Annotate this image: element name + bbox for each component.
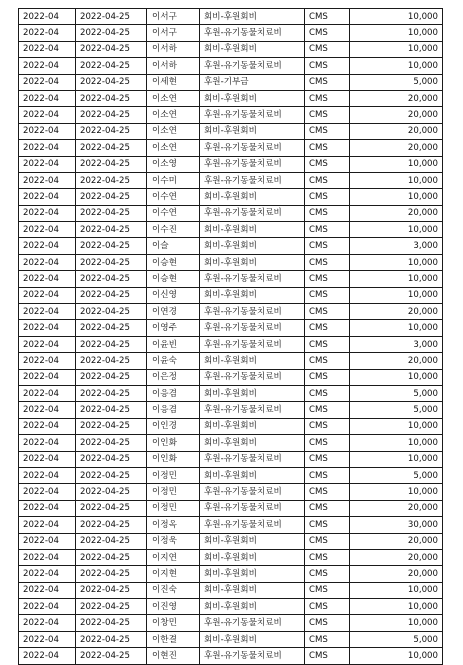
date-cell: 2022-04-25: [76, 25, 147, 41]
type-cell: 회비-후원회비: [200, 222, 305, 238]
amount-cell: 10,000: [350, 156, 443, 172]
payment-method-cell: CMS: [305, 484, 350, 500]
date-cell: 2022-04-25: [76, 615, 147, 631]
amount-cell: 5,000: [350, 631, 443, 647]
amount-cell: 10,000: [350, 451, 443, 467]
table-row: [19, 287, 443, 303]
amount-cell: 20,000: [350, 140, 443, 156]
month-cell: 2022-04: [19, 517, 76, 533]
date-cell: 2022-04-25: [76, 123, 147, 139]
type-cell: 후원-유기동물치료비: [200, 25, 305, 41]
month-cell: 2022-04: [19, 172, 76, 188]
type-cell: 회비-후원회비: [200, 566, 305, 582]
type-cell: 회비-후원회비: [200, 631, 305, 647]
month-cell: 2022-04: [19, 74, 76, 90]
month-cell: 2022-04: [19, 599, 76, 615]
type-cell: 회비-후원회비: [200, 467, 305, 483]
amount-cell: 30,000: [350, 517, 443, 533]
amount-cell: 3,000: [350, 336, 443, 352]
date-cell: 2022-04-25: [76, 467, 147, 483]
name-cell: 이진영: [147, 599, 200, 615]
table-row: [19, 254, 443, 270]
type-cell: 후원-유기동물치료비: [200, 156, 305, 172]
table-row: [19, 320, 443, 336]
payment-method-cell: CMS: [305, 123, 350, 139]
name-cell: 이연경: [147, 304, 200, 320]
table-row: [19, 435, 443, 451]
payment-method-cell: CMS: [305, 467, 350, 483]
table-row: [19, 107, 443, 123]
name-cell: 이수연: [147, 189, 200, 205]
date-cell: 2022-04-25: [76, 304, 147, 320]
month-cell: 2022-04: [19, 271, 76, 287]
month-cell: 2022-04: [19, 648, 76, 664]
month-cell: 2022-04: [19, 353, 76, 369]
payment-method-cell: CMS: [305, 435, 350, 451]
payment-method-cell: CMS: [305, 58, 350, 74]
date-cell: 2022-04-25: [76, 140, 147, 156]
payment-method-cell: CMS: [305, 402, 350, 418]
amount-cell: 10,000: [350, 418, 443, 434]
payment-method-cell: CMS: [305, 74, 350, 90]
month-cell: 2022-04: [19, 58, 76, 74]
table-row: [19, 615, 443, 631]
amount-cell: 10,000: [350, 435, 443, 451]
month-cell: 2022-04: [19, 566, 76, 582]
date-cell: 2022-04-25: [76, 385, 147, 401]
table-row: [19, 90, 443, 106]
payment-method-cell: CMS: [305, 517, 350, 533]
type-cell: 회비-후원회비: [200, 41, 305, 57]
type-cell: 후원-유기동물치료비: [200, 402, 305, 418]
type-cell: 회비-후원회비: [200, 9, 305, 25]
type-cell: 회비-후원회비: [200, 238, 305, 254]
type-cell: 회비-후원회비: [200, 123, 305, 139]
table-row: [19, 336, 443, 352]
name-cell: 이승현: [147, 271, 200, 287]
amount-cell: 5,000: [350, 385, 443, 401]
date-cell: 2022-04-25: [76, 631, 147, 647]
payment-method-cell: CMS: [305, 418, 350, 434]
name-cell: 이수미: [147, 172, 200, 188]
type-cell: 후원-유기동물치료비: [200, 615, 305, 631]
payment-method-cell: CMS: [305, 336, 350, 352]
amount-cell: 10,000: [350, 41, 443, 57]
date-cell: 2022-04-25: [76, 271, 147, 287]
date-cell: 2022-04-25: [76, 254, 147, 270]
type-cell: 후원-유기동물치료비: [200, 271, 305, 287]
amount-cell: 10,000: [350, 172, 443, 188]
month-cell: 2022-04: [19, 631, 76, 647]
name-cell: 이인화: [147, 435, 200, 451]
payment-method-cell: CMS: [305, 25, 350, 41]
table-row: [19, 189, 443, 205]
date-cell: 2022-04-25: [76, 369, 147, 385]
date-cell: 2022-04-25: [76, 41, 147, 57]
month-cell: 2022-04: [19, 435, 76, 451]
table-row: [19, 418, 443, 434]
table-row: [19, 631, 443, 647]
name-cell: 이서구: [147, 9, 200, 25]
month-cell: 2022-04: [19, 484, 76, 500]
month-cell: 2022-04: [19, 9, 76, 25]
name-cell: 이소연: [147, 90, 200, 106]
month-cell: 2022-04: [19, 402, 76, 418]
table-row: [19, 304, 443, 320]
amount-cell: 20,000: [350, 533, 443, 549]
type-cell: 회비-후원회비: [200, 90, 305, 106]
name-cell: 이정욱: [147, 533, 200, 549]
date-cell: 2022-04-25: [76, 74, 147, 90]
type-cell: 후원-유기동물치료비: [200, 140, 305, 156]
date-cell: 2022-04-25: [76, 107, 147, 123]
date-cell: 2022-04-25: [76, 549, 147, 565]
table-row: [19, 123, 443, 139]
amount-cell: 10,000: [350, 58, 443, 74]
amount-cell: 10,000: [350, 582, 443, 598]
name-cell: 이신영: [147, 287, 200, 303]
name-cell: 이현진: [147, 648, 200, 664]
payment-method-cell: CMS: [305, 9, 350, 25]
table-row: [19, 500, 443, 516]
name-cell: 이지현: [147, 566, 200, 582]
name-cell: 이응겸: [147, 385, 200, 401]
date-cell: 2022-04-25: [76, 648, 147, 664]
name-cell: 이정민: [147, 500, 200, 516]
amount-cell: 20,000: [350, 549, 443, 565]
type-cell: 후원-유기동물치료비: [200, 451, 305, 467]
month-cell: 2022-04: [19, 533, 76, 549]
payment-method-cell: CMS: [305, 205, 350, 221]
table-row: [19, 156, 443, 172]
table-row: [19, 517, 443, 533]
date-cell: 2022-04-25: [76, 435, 147, 451]
month-cell: 2022-04: [19, 582, 76, 598]
payment-method-cell: CMS: [305, 304, 350, 320]
name-cell: 이인화: [147, 451, 200, 467]
amount-cell: 10,000: [350, 599, 443, 615]
date-cell: 2022-04-25: [76, 90, 147, 106]
type-cell: 회비-후원회비: [200, 189, 305, 205]
table-row: [19, 41, 443, 57]
month-cell: 2022-04: [19, 90, 76, 106]
type-cell: 후원-유기동물치료비: [200, 58, 305, 74]
name-cell: 이인경: [147, 418, 200, 434]
month-cell: 2022-04: [19, 25, 76, 41]
month-cell: 2022-04: [19, 467, 76, 483]
name-cell: 이슬: [147, 238, 200, 254]
date-cell: 2022-04-25: [76, 402, 147, 418]
month-cell: 2022-04: [19, 222, 76, 238]
payment-method-cell: CMS: [305, 451, 350, 467]
type-cell: 회비-후원회비: [200, 254, 305, 270]
type-cell: 후원-유기동물치료비: [200, 648, 305, 664]
month-cell: 2022-04: [19, 41, 76, 57]
name-cell: 이응겸: [147, 402, 200, 418]
name-cell: 이서구: [147, 25, 200, 41]
type-cell: 회비-후원회비: [200, 533, 305, 549]
amount-cell: 10,000: [350, 189, 443, 205]
month-cell: 2022-04: [19, 369, 76, 385]
amount-cell: 10,000: [350, 271, 443, 287]
month-cell: 2022-04: [19, 336, 76, 352]
payment-method-cell: CMS: [305, 271, 350, 287]
table-row: [19, 549, 443, 565]
amount-cell: 5,000: [350, 74, 443, 90]
month-cell: 2022-04: [19, 140, 76, 156]
payment-method-cell: CMS: [305, 172, 350, 188]
payment-method-cell: CMS: [305, 631, 350, 647]
payment-method-cell: CMS: [305, 90, 350, 106]
table-row: [19, 582, 443, 598]
type-cell: 후원-유기동물치료비: [200, 484, 305, 500]
amount-cell: 20,000: [350, 205, 443, 221]
amount-cell: 20,000: [350, 107, 443, 123]
table-row: [19, 467, 443, 483]
month-cell: 2022-04: [19, 205, 76, 221]
type-cell: 후원-유기동물치료비: [200, 336, 305, 352]
amount-cell: 3,000: [350, 238, 443, 254]
amount-cell: 20,000: [350, 500, 443, 516]
table-row: [19, 238, 443, 254]
month-cell: 2022-04: [19, 189, 76, 205]
amount-cell: 20,000: [350, 90, 443, 106]
table-row: [19, 353, 443, 369]
payment-method-cell: CMS: [305, 549, 350, 565]
date-cell: 2022-04-25: [76, 451, 147, 467]
table-row: [19, 25, 443, 41]
name-cell: 이윤빈: [147, 336, 200, 352]
month-cell: 2022-04: [19, 123, 76, 139]
month-cell: 2022-04: [19, 615, 76, 631]
table-row: [19, 484, 443, 500]
payment-method-cell: CMS: [305, 566, 350, 582]
payment-method-cell: CMS: [305, 156, 350, 172]
ledger-body: [19, 9, 443, 665]
date-cell: 2022-04-25: [76, 582, 147, 598]
name-cell: 이소연: [147, 123, 200, 139]
payment-method-cell: CMS: [305, 238, 350, 254]
payment-method-cell: CMS: [305, 107, 350, 123]
date-cell: 2022-04-25: [76, 172, 147, 188]
payment-method-cell: CMS: [305, 385, 350, 401]
type-cell: 회비-후원회비: [200, 287, 305, 303]
type-cell: 회비-후원회비: [200, 353, 305, 369]
name-cell: 이서하: [147, 41, 200, 57]
table-row: [19, 566, 443, 582]
payment-method-cell: CMS: [305, 582, 350, 598]
amount-cell: 20,000: [350, 304, 443, 320]
table-row: [19, 9, 443, 25]
amount-cell: 10,000: [350, 9, 443, 25]
date-cell: 2022-04-25: [76, 9, 147, 25]
date-cell: 2022-04-25: [76, 320, 147, 336]
type-cell: 후원-유기동물치료비: [200, 517, 305, 533]
table-row: [19, 533, 443, 549]
type-cell: 후원-유기동물치료비: [200, 304, 305, 320]
name-cell: 이은정: [147, 369, 200, 385]
amount-cell: 10,000: [350, 25, 443, 41]
month-cell: 2022-04: [19, 254, 76, 270]
type-cell: 회비-후원회비: [200, 582, 305, 598]
payment-method-cell: CMS: [305, 500, 350, 516]
payment-method-cell: CMS: [305, 533, 350, 549]
month-cell: 2022-04: [19, 238, 76, 254]
month-cell: 2022-04: [19, 304, 76, 320]
amount-cell: 10,000: [350, 648, 443, 664]
date-cell: 2022-04-25: [76, 58, 147, 74]
name-cell: 이한결: [147, 631, 200, 647]
type-cell: 후원-유기동물치료비: [200, 320, 305, 336]
table-row: [19, 402, 443, 418]
payment-method-cell: CMS: [305, 648, 350, 664]
name-cell: 이서하: [147, 58, 200, 74]
payment-method-cell: CMS: [305, 189, 350, 205]
date-cell: 2022-04-25: [76, 517, 147, 533]
date-cell: 2022-04-25: [76, 566, 147, 582]
amount-cell: 20,000: [350, 353, 443, 369]
type-cell: 회비-후원회비: [200, 385, 305, 401]
amount-cell: 5,000: [350, 467, 443, 483]
date-cell: 2022-04-25: [76, 336, 147, 352]
type-cell: 회비-후원회비: [200, 418, 305, 434]
payment-method-cell: CMS: [305, 369, 350, 385]
amount-cell: 10,000: [350, 222, 443, 238]
amount-cell: 20,000: [350, 123, 443, 139]
month-cell: 2022-04: [19, 385, 76, 401]
name-cell: 이지연: [147, 549, 200, 565]
name-cell: 이소연: [147, 107, 200, 123]
type-cell: 후원-유기동물치료비: [200, 500, 305, 516]
amount-cell: 10,000: [350, 484, 443, 500]
table-row: [19, 369, 443, 385]
payment-method-cell: CMS: [305, 287, 350, 303]
table-row: [19, 271, 443, 287]
amount-cell: 10,000: [350, 369, 443, 385]
type-cell: 회비-후원회비: [200, 435, 305, 451]
payment-method-cell: CMS: [305, 222, 350, 238]
table-row: [19, 58, 443, 74]
table-row: [19, 172, 443, 188]
payment-method-cell: CMS: [305, 615, 350, 631]
table-row: [19, 140, 443, 156]
payment-method-cell: CMS: [305, 599, 350, 615]
table-row: [19, 599, 443, 615]
table-row: [19, 74, 443, 90]
name-cell: 이정민: [147, 484, 200, 500]
date-cell: 2022-04-25: [76, 222, 147, 238]
month-cell: 2022-04: [19, 156, 76, 172]
payment-method-cell: CMS: [305, 254, 350, 270]
type-cell: 후원-유기동물치료비: [200, 172, 305, 188]
amount-cell: 10,000: [350, 615, 443, 631]
type-cell: 후원-유기동물치료비: [200, 369, 305, 385]
name-cell: 이수진: [147, 222, 200, 238]
date-cell: 2022-04-25: [76, 418, 147, 434]
month-cell: 2022-04: [19, 418, 76, 434]
amount-cell: 10,000: [350, 287, 443, 303]
name-cell: 이세현: [147, 74, 200, 90]
date-cell: 2022-04-25: [76, 500, 147, 516]
type-cell: 회비-후원회비: [200, 549, 305, 565]
name-cell: 이소연: [147, 140, 200, 156]
table-row: [19, 385, 443, 401]
date-cell: 2022-04-25: [76, 156, 147, 172]
date-cell: 2022-04-25: [76, 484, 147, 500]
name-cell: 이수연: [147, 205, 200, 221]
name-cell: 이영주: [147, 320, 200, 336]
name-cell: 이정민: [147, 467, 200, 483]
date-cell: 2022-04-25: [76, 205, 147, 221]
date-cell: 2022-04-25: [76, 189, 147, 205]
payment-method-cell: CMS: [305, 353, 350, 369]
type-cell: 후원-기부금: [200, 74, 305, 90]
payment-method-cell: CMS: [305, 320, 350, 336]
amount-cell: 5,000: [350, 402, 443, 418]
amount-cell: 10,000: [350, 320, 443, 336]
month-cell: 2022-04: [19, 320, 76, 336]
type-cell: 회비-후원회비: [200, 599, 305, 615]
month-cell: 2022-04: [19, 549, 76, 565]
date-cell: 2022-04-25: [76, 287, 147, 303]
name-cell: 이윤숙: [147, 353, 200, 369]
name-cell: 이승현: [147, 254, 200, 270]
donation-ledger-table: [18, 8, 443, 665]
payment-method-cell: CMS: [305, 41, 350, 57]
amount-cell: 20,000: [350, 566, 443, 582]
name-cell: 이진숙: [147, 582, 200, 598]
name-cell: 이창민: [147, 615, 200, 631]
table-row: [19, 451, 443, 467]
type-cell: 후원-유기동물치료비: [200, 205, 305, 221]
date-cell: 2022-04-25: [76, 353, 147, 369]
table-row: [19, 648, 443, 664]
type-cell: 후원-유기동물치료비: [200, 107, 305, 123]
name-cell: 이소영: [147, 156, 200, 172]
table-row: [19, 205, 443, 221]
amount-cell: 10,000: [350, 254, 443, 270]
table-row: [19, 222, 443, 238]
month-cell: 2022-04: [19, 107, 76, 123]
date-cell: 2022-04-25: [76, 533, 147, 549]
month-cell: 2022-04: [19, 500, 76, 516]
payment-method-cell: CMS: [305, 140, 350, 156]
date-cell: 2022-04-25: [76, 238, 147, 254]
month-cell: 2022-04: [19, 451, 76, 467]
date-cell: 2022-04-25: [76, 599, 147, 615]
month-cell: 2022-04: [19, 287, 76, 303]
name-cell: 이정옥: [147, 517, 200, 533]
